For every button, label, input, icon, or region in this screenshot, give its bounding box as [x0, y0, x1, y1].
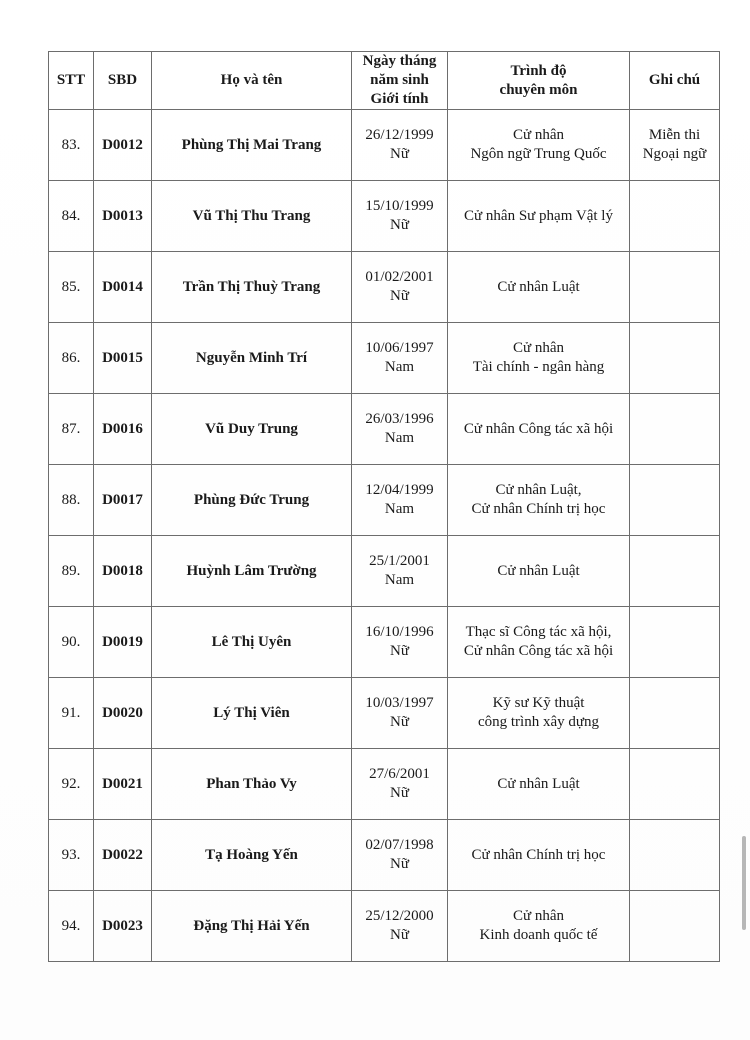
cell-note: [630, 536, 720, 607]
table-row: [49, 323, 720, 394]
cell-dob-gender: [352, 749, 448, 820]
cell-qual-line1: Cử nhân Công tác xã hội: [463, 420, 614, 437]
table-row: [49, 536, 720, 607]
cell-name: Lê Thị Uyên: [152, 607, 352, 678]
cell-sbd: D0018: [94, 536, 152, 607]
cell-qual-line1: Thạc sĩ Công tác xã hội,: [465, 624, 612, 640]
cell-qualification: [448, 749, 630, 820]
header-dob-line1: Ngày tháng: [362, 53, 437, 69]
cell-name: Đặng Thị Hải Yến: [152, 891, 352, 962]
cell-qual-line1: Cử nhân: [512, 127, 565, 143]
table-row: [49, 465, 720, 536]
cell-note: [630, 323, 720, 394]
cell-name: Huỳnh Lâm Trường: [152, 536, 352, 607]
cell-note: [630, 465, 720, 536]
table-row: [49, 110, 720, 181]
cell-note: [630, 394, 720, 465]
cell-stt: 85.: [49, 252, 94, 323]
cell-qualification: [448, 465, 630, 536]
cell-dob-gender: [352, 323, 448, 394]
cell-name: Phùng Thị Mai Trang: [152, 110, 352, 181]
cell-note-line2: Ngoại ngữ: [642, 146, 707, 162]
table-row: [49, 678, 720, 749]
table-row: [49, 891, 720, 962]
cell-note: [630, 678, 720, 749]
cell-qualification: [448, 820, 630, 891]
cell-stt: 90.: [49, 607, 94, 678]
cell-name: Vũ Thị Thu Trang: [152, 181, 352, 252]
table-body: [49, 110, 720, 962]
cell-dob: 01/02/2001: [365, 269, 434, 285]
cell-stt: 91.: [49, 678, 94, 749]
cell-note-line1: Miễn thi: [648, 127, 701, 143]
cell-sbd: D0020: [94, 678, 152, 749]
table-row: [49, 749, 720, 820]
cell-name: Phùng Đức Trung: [152, 465, 352, 536]
header-stt: STT: [49, 52, 94, 110]
cell-dob: 26/12/1999: [365, 127, 434, 143]
cell-dob-gender: [352, 394, 448, 465]
cell-stt: 94.: [49, 891, 94, 962]
cell-sbd: D0022: [94, 820, 152, 891]
cell-sbd: D0017: [94, 465, 152, 536]
header-sbd: SBD: [94, 52, 152, 110]
cell-dob: 10/03/1997: [365, 695, 434, 711]
cell-dob: 25/12/2000: [365, 908, 434, 924]
cell-sbd: D0012: [94, 110, 152, 181]
cell-name: Vũ Duy Trung: [152, 394, 352, 465]
table-row: [49, 607, 720, 678]
cell-dob-gender: [352, 678, 448, 749]
header-qual-line1: Trình độ: [510, 62, 567, 79]
cell-name: Tạ Hoàng Yến: [152, 820, 352, 891]
cell-qualification: [448, 891, 630, 962]
cell-name: Phan Thảo Vy: [152, 749, 352, 820]
cell-gender: Nam: [384, 501, 415, 517]
cell-qualification: [448, 252, 630, 323]
cell-stt: 83.: [49, 110, 94, 181]
cell-gender: Nam: [384, 359, 415, 375]
cell-qualification: [448, 110, 630, 181]
cell-name: Lý Thị Viên: [152, 678, 352, 749]
cell-dob: 02/07/1998: [365, 837, 434, 853]
cell-qual-line2: công trình xây dựng: [477, 714, 600, 730]
cell-note: [630, 110, 720, 181]
cell-dob: 15/10/1999: [365, 198, 434, 214]
cell-note: [630, 181, 720, 252]
cell-note: [630, 891, 720, 962]
cell-qual-line2: Tài chính - ngân hàng: [472, 359, 605, 375]
cell-dob: 27/6/2001: [369, 766, 430, 782]
cell-qual-line1: Cử nhân Luật: [497, 278, 580, 295]
table-row: [49, 181, 720, 252]
cell-qual-line1: Cử nhân: [512, 908, 565, 924]
cell-stt: 89.: [49, 536, 94, 607]
cell-sbd: D0023: [94, 891, 152, 962]
cell-gender: Nam: [384, 572, 415, 588]
cell-qualification: [448, 607, 630, 678]
header-dob-line3: Giới tính: [370, 91, 429, 107]
cell-gender: Nữ: [390, 927, 409, 943]
cell-gender: Nữ: [390, 288, 409, 304]
cell-stt: 92.: [49, 749, 94, 820]
cell-qual-line2: Cử nhân Chính trị học: [471, 501, 606, 517]
cell-note: [630, 749, 720, 820]
header-dob-line2: năm sinh: [370, 72, 429, 88]
cell-qual-line1: Cử nhân Sư phạm Vật lý: [464, 207, 613, 224]
cell-dob-gender: [352, 820, 448, 891]
cell-note: [630, 252, 720, 323]
cell-qual-line1: Cử nhân: [512, 340, 565, 356]
table-row: [49, 394, 720, 465]
cell-sbd: D0013: [94, 181, 152, 252]
cell-dob-gender: [352, 465, 448, 536]
scrollbar-thumb[interactable]: [742, 836, 746, 930]
table-row: [49, 252, 720, 323]
cell-gender: Nữ: [390, 785, 409, 801]
cell-gender: Nữ: [390, 856, 409, 872]
cell-gender: Nữ: [390, 146, 409, 162]
cell-gender: Nữ: [390, 714, 409, 730]
header-note: Ghi chú: [630, 52, 720, 110]
cell-qual-line1: Cử nhân Luật: [497, 775, 580, 792]
cell-qual-line1: Cử nhân Chính trị học: [471, 846, 606, 863]
cell-dob-gender: [352, 252, 448, 323]
cell-gender: Nam: [384, 430, 415, 446]
cell-dob: 25/1/2001: [369, 553, 430, 569]
header-dob-gender: [352, 52, 448, 110]
header-qualification: [448, 52, 630, 110]
cell-qualification: [448, 323, 630, 394]
cell-sbd: D0014: [94, 252, 152, 323]
cell-dob-gender: [352, 181, 448, 252]
cell-dob-gender: [352, 607, 448, 678]
cell-qual-line2: Cử nhân Công tác xã hội: [463, 643, 614, 659]
cell-dob-gender: [352, 536, 448, 607]
cell-name: Trần Thị Thuỳ Trang: [152, 252, 352, 323]
cell-qual-line1: Cử nhân Luật,: [495, 482, 582, 498]
cell-gender: Nữ: [390, 217, 409, 233]
cell-note: [630, 607, 720, 678]
cell-dob: 10/06/1997: [365, 340, 434, 356]
cell-sbd: D0015: [94, 323, 152, 394]
cell-stt: 87.: [49, 394, 94, 465]
cell-qual-line2: Ngôn ngữ Trung Quốc: [470, 146, 607, 162]
cell-sbd: D0019: [94, 607, 152, 678]
cell-stt: 88.: [49, 465, 94, 536]
header-name: Họ và tên: [152, 52, 352, 110]
table-header-row: [49, 52, 720, 110]
cell-qualification: [448, 536, 630, 607]
cell-qual-line2: Kinh doanh quốc tế: [479, 927, 598, 943]
cell-note: [630, 820, 720, 891]
cell-sbd: D0021: [94, 749, 152, 820]
cell-dob: 16/10/1996: [365, 624, 434, 640]
cell-dob: 26/03/1996: [365, 411, 434, 427]
cell-name: Nguyễn Minh Trí: [152, 323, 352, 394]
cell-dob: 12/04/1999: [365, 482, 434, 498]
cell-dob-gender: [352, 891, 448, 962]
table-row: [49, 820, 720, 891]
cell-stt: 93.: [49, 820, 94, 891]
cell-sbd: D0016: [94, 394, 152, 465]
cell-stt: 84.: [49, 181, 94, 252]
cell-qualification: [448, 181, 630, 252]
candidate-table: [48, 51, 720, 962]
cell-qual-line1: Cử nhân Luật: [497, 562, 580, 579]
header-qual-line2: chuyên môn: [499, 81, 578, 98]
cell-qual-line1: Kỹ sư Kỹ thuật: [492, 695, 585, 711]
cell-dob-gender: [352, 110, 448, 181]
cell-stt: 86.: [49, 323, 94, 394]
cell-gender: Nữ: [390, 643, 409, 659]
cell-qualification: [448, 678, 630, 749]
cell-qualification: [448, 394, 630, 465]
